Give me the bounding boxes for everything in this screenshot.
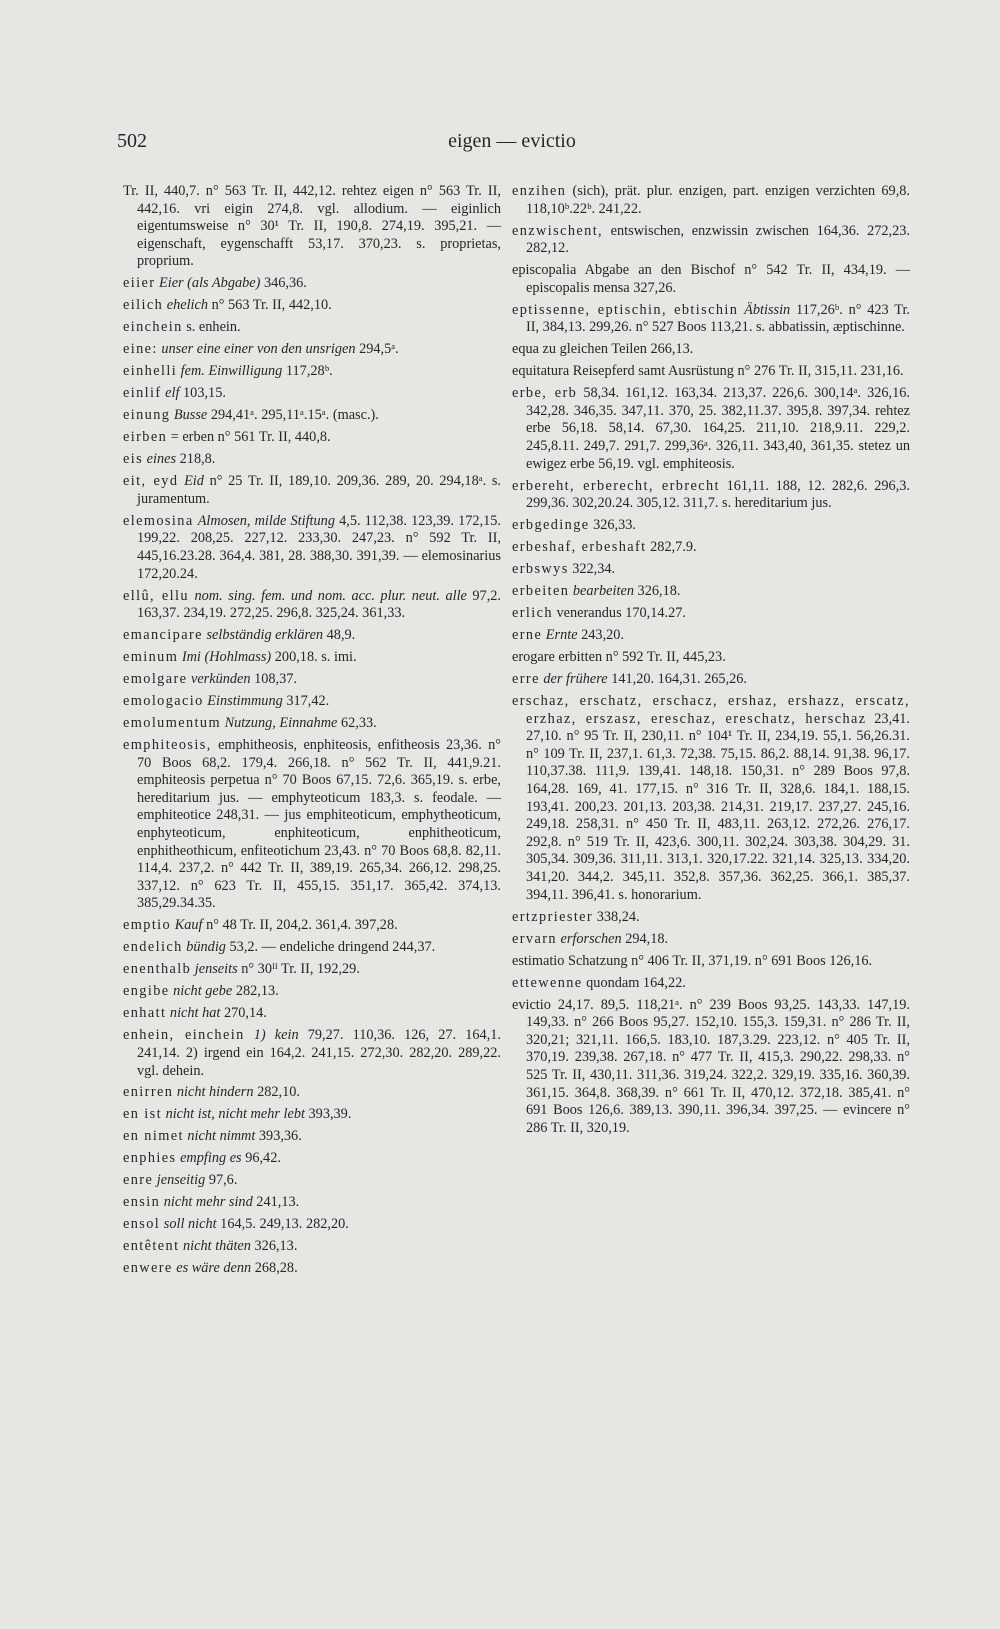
dictionary-entry [512, 605, 910, 623]
entry-gloss: Einstimmung [207, 693, 283, 710]
dictionary-entry [123, 319, 501, 337]
entry-references: Tr. II, 440,7. n° 563 Tr. II, 442,12. rehtez eigen n° 563 Tr. II, 442,16. vri eigin 274,8. vgl. allodium. — eiginlich eigentumsweise n° 30¹ Tr. II, 190,8. 274,19. 395,21. — eigenschaft, eygenschafft 53,17. 370,23. s. proprietas, proprium. [123, 183, 501, 270]
entry-gloss: nicht mehr sind [163, 1194, 253, 1211]
entry-references: 62,33. [340, 715, 377, 732]
dictionary-entry [512, 478, 910, 513]
dictionary-entry [512, 627, 910, 645]
entry-lemma: erbeshaf, erbeshaft [512, 539, 647, 556]
entry-lemma: enzwischent, [512, 222, 604, 239]
dictionary-entry [123, 407, 501, 425]
entry-gloss: bündig [186, 939, 226, 956]
dictionary-entry [123, 715, 501, 733]
dictionary-entry [123, 627, 501, 645]
entry-lemma: erbswys [512, 561, 569, 578]
entry-lemma: en nimet [123, 1128, 184, 1145]
entry-references: 97,2. 163,37. 234,19. 272,25. 296,8. 325,24. 361,33. [137, 587, 501, 622]
dictionary-entry [512, 649, 910, 667]
dictionary-entry [123, 275, 501, 293]
dictionary-entry [123, 1238, 501, 1256]
dictionary-entry [123, 983, 501, 1001]
entry-references: 294,41ᵃ. 295,11ᵃ.15ᵃ. (masc.). [210, 407, 379, 424]
entry-references: episcopalia Abgabe an den Bischof n° 542 Tr. II, 434,19. — episcopalis mensa 327,26. [512, 262, 910, 296]
dictionary-entry [512, 909, 910, 927]
entry-gloss: Äbtissin [744, 301, 791, 318]
entry-references: 326,33. [593, 517, 636, 534]
entry-references: = erben n° 561 Tr. II, 440,8. [170, 429, 331, 446]
dictionary-entry [123, 939, 501, 957]
entry-lemma: ensin [123, 1194, 161, 1211]
entry-gloss: jenseitig [156, 1172, 206, 1189]
entry-lemma: emptio [123, 917, 172, 934]
dictionary-entry [123, 451, 501, 469]
dictionary-entry [512, 997, 910, 1138]
dictionary-entry [123, 183, 501, 271]
entry-references: 268,28. [254, 1260, 298, 1277]
entry-lemma: enhatt [123, 1005, 167, 1022]
entry-lemma: enenthalb [123, 961, 192, 978]
entry-lemma: eis [123, 451, 144, 468]
entry-references: 48,9. [326, 627, 356, 644]
dictionary-entry [123, 693, 501, 711]
dictionary-entry [512, 931, 910, 949]
dictionary-entry [512, 671, 910, 689]
dictionary-entry [512, 583, 910, 601]
entry-references: 338,24. [596, 908, 640, 925]
entry-references: equa zu gleichen Teilen 266,13. [512, 341, 694, 358]
entry-references: n° 30ᴵᴵ Tr. II, 192,29. [241, 961, 360, 978]
entry-references: 294,5ᵃ. [359, 341, 399, 358]
entry-gloss: verkünden [190, 671, 251, 688]
dictionary-entry [123, 1005, 501, 1023]
dictionary-entry [512, 363, 910, 381]
entry-references: 200,18. s. imi. [274, 649, 357, 666]
entry-lemma: ellû, ellu [123, 587, 189, 604]
entry-gloss: elf [165, 385, 180, 402]
entry-gloss: nicht gebe [173, 983, 233, 1000]
entry-references: venerandus 170,14.27. [556, 605, 686, 622]
entry-references: 241,13. [256, 1194, 300, 1211]
entry-references: n° 563 Tr. II, 442,10. [211, 297, 332, 314]
dictionary-entry [123, 1084, 501, 1102]
entry-gloss: Almosen, milde Stiftung [197, 512, 335, 529]
entry-references: entswischen, enzwissin zwischen 164,36. 272,23. 282,12. [526, 222, 910, 257]
dictionary-entry [512, 561, 910, 579]
entry-gloss: nicht ist, nicht mehr lebt [165, 1106, 305, 1123]
left-column [123, 183, 501, 1282]
dictionary-entry [123, 737, 501, 913]
entry-references: emphitheosis, enphiteosis, enfitheosis 23,36. n° 70 Boos 68,2. 179,4. 266,18. n° 562 Tr. II, 441,9.21. emphiteosis perpetua n° 70 Boos 67,15. 72,6. 365,19. s. erbe, hereditarium jus. — emphyteoticum 183,3. s. feodale. — emphiteotice 248,31. — jus emphiteoticum, emphytheoticum, enphyteoticum, enphiteoticum, enphitheoticum, enphitheothicum, enfiteotichum 23,43. n° 70 Boos 68,8. 82,11. 114,4. 237,2. n° 442 Tr. II, 389,19. 265,34. 266,12. 298,25. 337,12. n° 623 Tr. II, 455,15. 351,17. 365,42. 374,13. 385,29.34.35. [137, 737, 501, 912]
entry-references: 4,5. 112,38. 123,39. 172,15. 199,22. 208,25. 227,12. 233,30. 247,23. n° 592 Tr. II, 445,16.23.28. 364,4. 381, 28. 388,30. 391,39. — elemosinarius 172,20.24. [137, 512, 502, 582]
dictionary-entry [123, 1128, 501, 1146]
entry-lemma: einhelli [123, 363, 178, 380]
entry-references: 282,10. [257, 1084, 300, 1101]
dictionary-entry [123, 341, 501, 359]
entry-lemma: endelich [123, 939, 183, 956]
dictionary-entry [512, 693, 910, 904]
entry-lemma: emphiteosis, [123, 737, 212, 754]
dictionary-entry [123, 363, 501, 381]
dictionary-entry [123, 961, 501, 979]
entry-gloss: jenseits [194, 961, 238, 978]
entry-gloss: nicht hat [169, 1005, 221, 1022]
entry-lemma: enhein, einchein [123, 1027, 245, 1044]
dictionary-entry [123, 473, 501, 508]
entry-references: 346,36. [263, 275, 307, 292]
entry-references: quondam 164,22. [586, 974, 686, 991]
entry-lemma: erne [512, 627, 543, 644]
entry-references: 79,27. 110,36. 126, 27. 164,1. 241,14. 2) irgend ein 164,2. 241,15. 272,30. 282,20. 289,22. vgl. dehein. [137, 1027, 501, 1079]
entry-references: estimatio Schatzung n° 406 Tr. II, 371,19. n° 691 Boos 126,16. [512, 952, 873, 969]
entry-gloss: bearbeiten [572, 583, 634, 600]
entry-lemma: erre [512, 671, 540, 688]
entry-lemma: einchein [123, 319, 183, 336]
entry-gloss: Eier (als Abgabe) [158, 275, 261, 292]
entry-lemma: emancipare [123, 627, 203, 644]
entry-lemma: enwere [123, 1260, 173, 1277]
entry-gloss: Eid [184, 473, 204, 490]
entry-references: evictio 24,17. 89,5. 118,21ᵃ. n° 239 Boos 93,25. 143,33. 147,19. 149,33. n° 266 Boos 95,27. 152,10. 155,3. 159,31. n° 286 Tr. II, 320,21; 321,11. 166,5. 183,10. 187,3.29. 223,12. n° 405 Tr. II, 370,19. 239,38. 267,18. n° 477 Tr. II, 415,3. 290,22. 298,33. n° 525 Tr. II, 430,11. 311,36. 319,24. 322,2. 329,19. 335,16. 360,39. 361,15. 364,8. 368,39. n° 661 Tr. II, 470,12. 372,18. 385,41. n° 691 Boos 126,6. 389,13. 390,11. 396,34. 397,25. — evincere n° 286 Tr. II, 320,19. [512, 996, 910, 1136]
entry-references: n° 25 Tr. II, 189,10. 209,36. 289, 20. 294,18ᵃ. s. juramentum. [137, 473, 502, 507]
entry-lemma: eit, eyd [123, 473, 179, 490]
entry-references: 282,13. [235, 983, 279, 1000]
entry-gloss: empfing es [180, 1150, 242, 1167]
entry-references: 108,37. [254, 671, 297, 688]
entry-references: 96,42. [245, 1150, 281, 1167]
entry-gloss: ehelich [166, 297, 209, 314]
dictionary-entry [123, 1172, 501, 1190]
entry-lemma: ensol [123, 1216, 161, 1233]
entry-references: 326,18. [637, 583, 681, 600]
dictionary-entry [512, 341, 910, 359]
dictionary-entry [123, 297, 501, 315]
entry-lemma: ettewenne [512, 974, 583, 991]
entry-gloss: fem. Einwilligung [180, 363, 283, 380]
dictionary-entry [123, 385, 501, 403]
entry-lemma: enirren [123, 1084, 174, 1101]
entry-lemma: emologacio [123, 693, 204, 710]
entry-gloss: erforschen [560, 930, 622, 947]
page-header [117, 130, 907, 160]
entry-references: 58,34. 161,12. 163,34. 213,37. 226,6. 300,14ᵃ. 326,16. 342,28. 346,35. 347,11. 370, 25. 382,11.37. 395,8. 397,34. rehtez erbe 56,18. 58,14. 67,30. 164,25. 211,10. 218,9.11. 229,2. 245,8.11. 249,7. 291,7. 299,36ᵃ. 326,11. 343,40, 361,35. stetez un ewigez erbe 56,19. vgl. emphiteosis. [526, 385, 910, 472]
entry-lemma: emolgare [123, 671, 188, 688]
entry-gloss: 1) kein [253, 1027, 299, 1044]
page-number: 502 [117, 130, 147, 152]
entry-references: 322,34. [572, 561, 616, 578]
entry-gloss: Kauf [174, 917, 203, 934]
entry-lemma: eine: [123, 341, 158, 358]
entry-lemma: eilich [123, 297, 164, 314]
entry-gloss: nicht thäten [183, 1238, 251, 1255]
entry-gloss: unser eine einer von den unsrigen [161, 341, 356, 358]
entry-references: s. enhein. [186, 319, 241, 336]
entry-references: 117,28ᵇ. [285, 363, 333, 380]
running-head: eigen — evictio [448, 130, 576, 152]
entry-lemma: eptissenne, eptischin, ebtischin [512, 301, 739, 318]
dictionary-entry [123, 1216, 501, 1234]
right-column [512, 183, 910, 1142]
entry-references: 282,7.9. [650, 539, 697, 556]
entry-lemma: erbeiten [512, 583, 570, 600]
entry-lemma: einlif [123, 385, 162, 402]
dictionary-entry [512, 953, 910, 971]
dictionary-entry [123, 671, 501, 689]
entry-lemma: einung [123, 407, 171, 424]
dictionary-entry [123, 1106, 501, 1124]
entry-references: equitatura Reisepferd samt Ausrüstung n° 276 Tr. II, 315,11. 231,16. [512, 363, 904, 380]
dictionary-entry [123, 1260, 501, 1278]
entry-references: 326,13. [254, 1238, 298, 1255]
entry-gloss: eines [146, 451, 177, 468]
dictionary-entry [512, 539, 910, 557]
entry-gloss: Nutzung, Einnahme [224, 715, 338, 732]
entry-references: 53,2. — endeliche dringend 244,37. [229, 939, 436, 956]
entry-references: 294,18. [625, 930, 669, 947]
dictionary-entry [123, 429, 501, 447]
entry-references: 103,15. [183, 385, 226, 402]
entry-references: 141,20. 164,31. 265,26. [611, 671, 748, 688]
dictionary-entry [123, 513, 501, 583]
dictionary-entry [123, 917, 501, 935]
dictionary-entry [512, 302, 910, 337]
entry-references: 393,36. [258, 1128, 302, 1145]
entry-references: 218,8. [179, 451, 216, 468]
entry-lemma: erbgedinge [512, 517, 590, 534]
entry-lemma: enzihen [512, 183, 567, 199]
dictionary-entry [123, 1027, 501, 1080]
entry-references: 117,26ᵇ. n° 423 Tr. II, 384,13. 299,26. n° 527 Boos 113,21. s. abbatissin, æptischinne. [526, 301, 910, 336]
entry-references: 97,6. [208, 1172, 238, 1189]
dictionary-entry [512, 183, 910, 218]
entry-lemma: entêtent [123, 1238, 180, 1255]
entry-references: 164,5. 249,13. 282,20. [220, 1216, 349, 1233]
entry-references: 317,42. [286, 693, 330, 710]
dictionary-entry [512, 975, 910, 993]
entry-references: 270,14. [223, 1005, 267, 1022]
dictionary-entry [123, 1194, 501, 1212]
entry-references: erogare erbitten n° 592 Tr. II, 445,23. [512, 649, 726, 666]
entry-references: (sich), prät. plur. enzigen, part. enzigen verzichten 69,8. 118,10ᵇ.22ᵇ. 241,22. [526, 183, 910, 217]
entry-references: 243,20. [581, 627, 625, 644]
entry-gloss: der frühere [543, 671, 608, 688]
entry-gloss: Imi (Hohlmass) [181, 649, 272, 666]
dictionary-entry [512, 262, 910, 297]
entry-lemma: enphies [123, 1150, 177, 1167]
entry-lemma: ertzpriester [512, 908, 594, 925]
entry-lemma: erbe, erb [512, 385, 578, 402]
entry-references: n° 48 Tr. II, 204,2. 361,4. 397,28. [206, 917, 398, 934]
dictionary-entry [123, 649, 501, 667]
entry-lemma: enre [123, 1172, 154, 1189]
entry-references: 161,11. 188, 12. 282,6. 296,3. 299,36. 302,20.24. 305,12. 311,7. s. hereditarium jus. [526, 477, 910, 512]
entry-lemma: ervarn [512, 930, 557, 947]
entry-lemma: erlich [512, 605, 553, 622]
entry-lemma: eminum [123, 649, 179, 666]
entry-gloss: nom. sing. fem. und nom. acc. plur. neut. alle [194, 587, 467, 604]
entry-lemma: en ist [123, 1106, 162, 1123]
entry-gloss: Ernte [545, 627, 578, 644]
entry-gloss: soll nicht [163, 1216, 217, 1233]
entry-references: 393,39. [308, 1106, 352, 1123]
entry-gloss: Busse [173, 407, 208, 424]
dictionary-entry [512, 385, 910, 473]
dictionary-entry [123, 1150, 501, 1168]
dictionary-entry [512, 517, 910, 535]
entry-lemma: elemosina [123, 512, 194, 529]
dictionary-entry [512, 223, 910, 258]
entry-lemma: eiier [123, 275, 156, 292]
entry-lemma: erbereht, erberecht, erbrecht [512, 477, 720, 494]
entry-gloss: selbständig erklären [206, 627, 324, 644]
entry-lemma: eirben [123, 429, 168, 446]
entry-lemma: engibe [123, 983, 170, 1000]
entry-references: 23,41. 27,10. n° 95 Tr. II, 230,11. n° 104¹ Tr. II, 234,19. 55,1. 56,26.31. n° 109 Tr. II, 237,1. 61,3. 72,38. 75,15. 86,2. 88,14. 91,38. 96,17. 110,37.38. 111,9. 139,41. 148,18. 150,31. n° 289 Boos 97,8. 164,28. 169, 41. 177,15. n° 316 Tr. II, 328,6. 184,1. 188,15. 193,41. 200,23. 201,13. 203,38. 214,31. 219,17. 237,27. 245,16. 249,18. 258,31. n° 450 Tr. II, 483,11. 263,12. 272,26. 276,17. 292,8. n° 519 Tr. II, 423,6. 300,11. 302,24. 303,38. 304,29. 31. 305,34. 309,36. 311,11. 313,1. 320,17.22. 321,14. 325,13. 334,20. 341,20. 344,2. 345,11. 352,8. 357,36. 362,25. 366,1. 385,37. 394,11. 396,41. s. honorarium. [526, 710, 911, 903]
entry-gloss: nicht hindern [176, 1084, 254, 1101]
entry-gloss: es wäre denn [176, 1260, 252, 1277]
entry-gloss: nicht nimmt [187, 1128, 256, 1145]
entry-lemma: erschaz, erschatz, erschacz, ershaz, ershazz, erscatz, erzhaz, erszasz, ereschaz, ereschatz, herschaz [512, 693, 910, 727]
dictionary-entry [123, 588, 501, 623]
entry-lemma: emolumentum [123, 715, 221, 732]
